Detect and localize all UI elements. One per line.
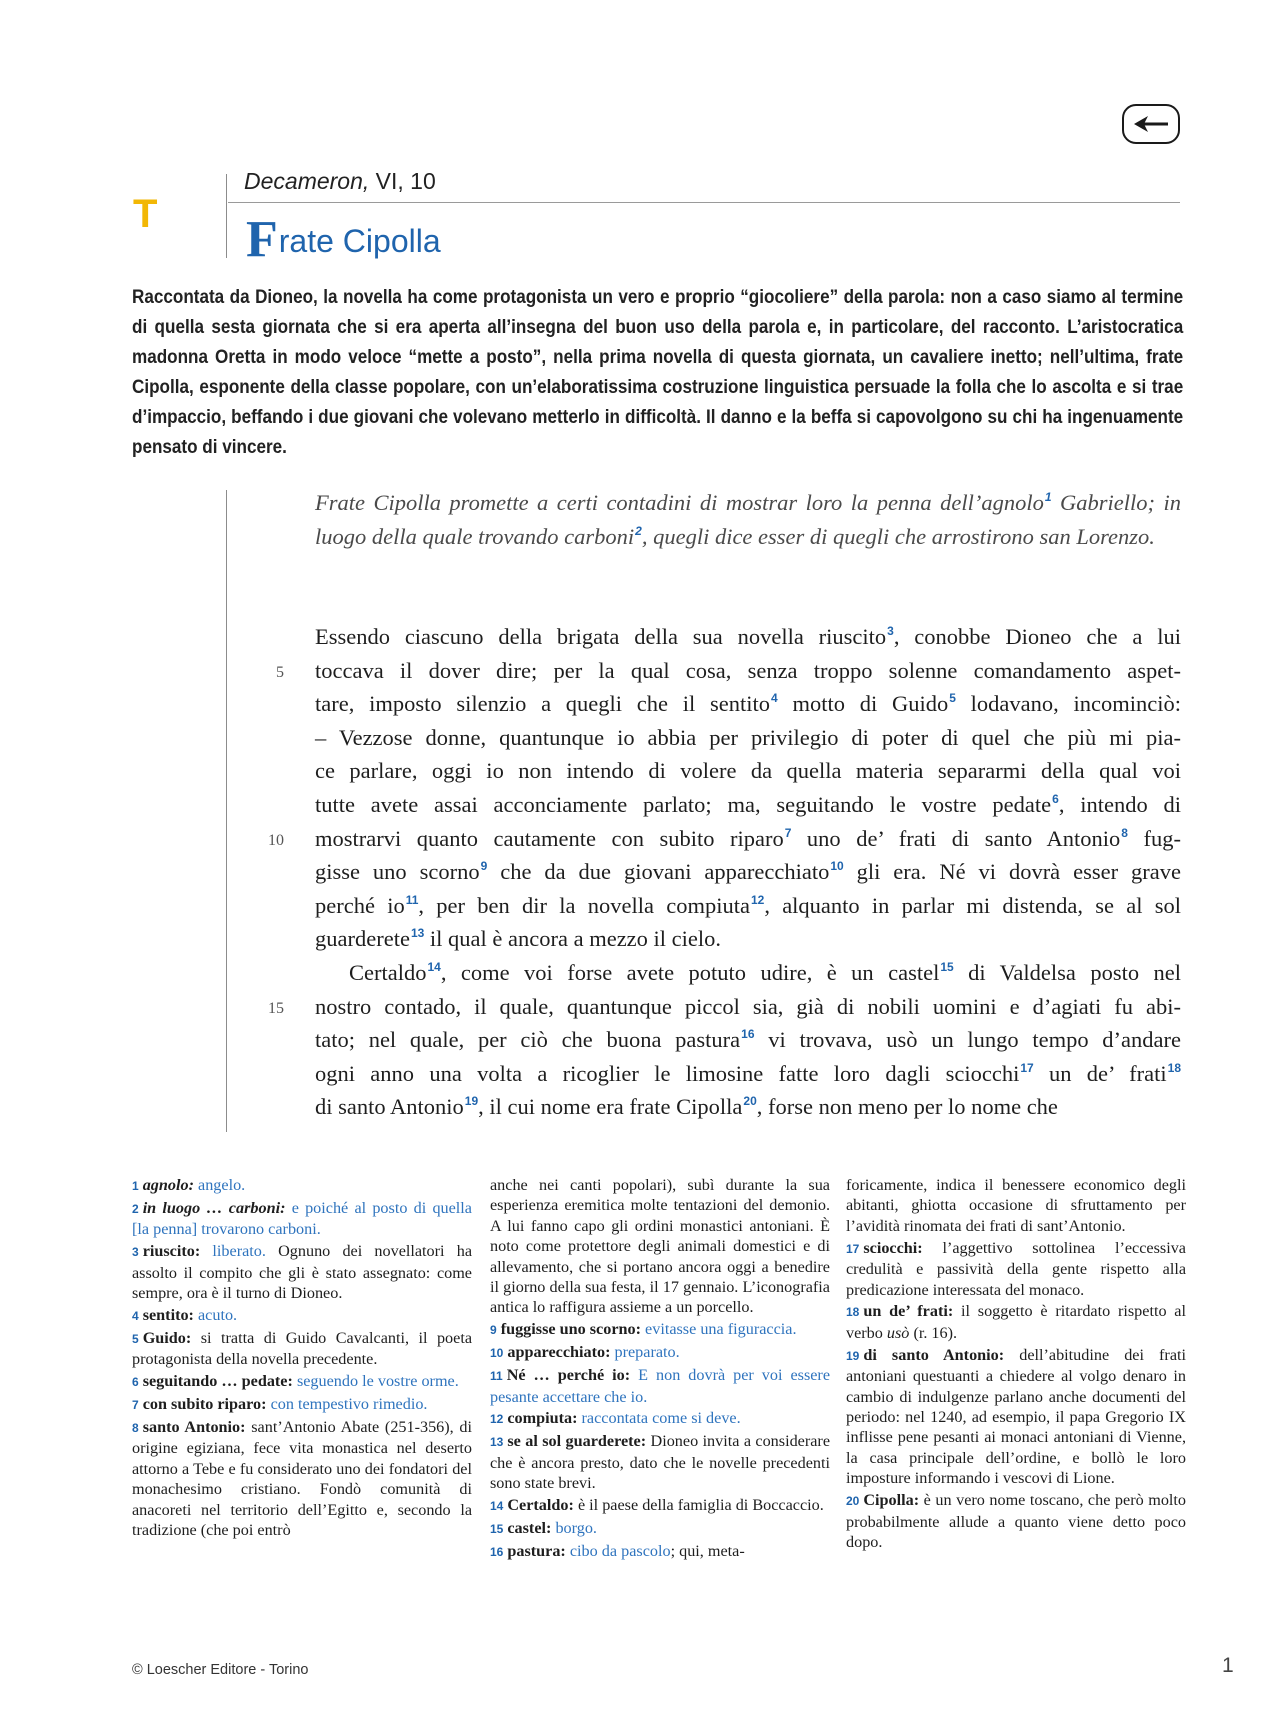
footnote-lemma: santo Antonio:	[142, 1417, 246, 1436]
rubric-part: , quegli dice esser di quegli che arrostirono san Lorenzo.	[641, 524, 1155, 549]
work-title-italic: Decameron,	[244, 168, 370, 194]
footnote	[490, 1408, 830, 1429]
footnote-ref[interactable]: 16	[741, 1027, 755, 1042]
footnote-number: 2	[132, 1201, 139, 1216]
footnote-number: 6	[132, 1375, 139, 1390]
footnote-gloss: angelo.	[198, 1176, 246, 1194]
notes-column-2	[490, 1175, 830, 1564]
text-line	[315, 990, 1181, 1024]
title-dropcap: F	[246, 211, 278, 268]
back-button[interactable]	[1122, 104, 1180, 144]
text-line	[315, 721, 1181, 755]
footnote	[490, 1541, 830, 1562]
text-segment: tutte avete assai acconciamente parlato; ma, seguitando le vostre pedate	[315, 791, 1052, 817]
text-segment: di Valdelsa posto nel	[953, 959, 1181, 985]
text-segment: guarderete	[315, 926, 410, 952]
footnote	[846, 1490, 1186, 1552]
footnote-text: si tratta di Guido Cavalcanti, il poeta protagonista della novella precedente.	[132, 1328, 472, 1369]
footnote-text: dell’abitudine dei frati antoniani questuanti a chiedere al volgo denaro in cambio di indulgenze parlano anche documenti del periodo: nel 1240, ad esempio, il papa Gregorio IX inflisse pene pesanti ai monaci antoniani di Vienne, la casa principale dell’ordine, e bollò le loro imposture informando i vescovi di Lione.	[846, 1345, 1186, 1488]
footnote-number: 17	[846, 1241, 860, 1256]
text-segment: di santo Antonio	[315, 1094, 464, 1120]
footnote-number: 18	[846, 1305, 860, 1320]
arrow-left-icon	[1132, 114, 1170, 134]
footnote-text: anche nei canti popolari), subì durante la sua esperienza eremitica molte tentazioni del demonio. A lui fanno capo gli ordini monastici antoniani. È noto come protettore degli animali domestici e di allevamento, che si portano ancora oggi a benedire il giorno della sua festa, il 17 gennaio. L’iconografia antica lo raffigura assieme a un porcello.	[490, 1176, 830, 1317]
footnote-text: è il paese della famiglia di Boccaccio.	[573, 1496, 824, 1515]
footnote-text: è un vero nome toscano, che però molto probabilmente allude a quanto viene detto poco dopo.	[846, 1491, 1186, 1551]
footnote	[132, 1175, 472, 1196]
footnote-lemma: fuggisse uno scorno:	[500, 1320, 641, 1339]
footnote	[490, 1319, 830, 1340]
text-segment: , il cui nome era frate Cipolla	[478, 1094, 743, 1120]
text-line	[315, 1090, 1181, 1124]
footnote-gloss: E non dovrà per voi essere pesante accettare che io.	[490, 1366, 831, 1406]
footnote-lemma: di santo Antonio:	[863, 1345, 1005, 1364]
footnote-lemma: seguitando … pedate:	[142, 1372, 293, 1391]
footnote-ref[interactable]: 13	[410, 926, 425, 941]
footnote-gloss: con tempestivo rimedio.	[270, 1395, 428, 1414]
text-segment: che da due giovani apparecchiato	[487, 859, 830, 885]
footnote-text	[630, 1366, 638, 1384]
footnote-number: 16	[490, 1544, 504, 1559]
rubric-part: Gabriello; in luogo della quale trovando carboni	[315, 490, 1181, 549]
title-rest: rate Cipolla	[278, 223, 441, 259]
footnote-ref[interactable]: 20	[743, 1094, 757, 1109]
footnote-ref[interactable]: 4	[771, 691, 778, 706]
footnote-text: foricamente, indica il benessere economico degli abitanti, ghiotta occasione di sfruttamento per l’avidità rinomata dei frati di sant’Antonio.	[846, 1176, 1186, 1235]
text-segment: Essendo ciascuno della brigata della sua novella riuscito	[315, 624, 887, 649]
footnote-text: Dioneo invita a considerare che è ancora presto, dato che le novelle precedenti sono state brevi.	[490, 1432, 830, 1493]
footnote-ref[interactable]: 18	[1167, 1060, 1181, 1075]
footnote-number: 4	[132, 1308, 139, 1323]
text-line	[315, 620, 1181, 654]
page-number: 1	[1222, 1654, 1234, 1677]
footnote-number: 7	[132, 1398, 139, 1413]
notes-column-1	[132, 1175, 472, 1542]
footnote-ref[interactable]: 2	[635, 524, 642, 538]
footnote-gloss: e poiché al posto di quella [la penna] trovarono carboni.	[132, 1198, 472, 1239]
text-line	[315, 654, 1181, 688]
footnote-text: l’aggettivo sottolinea l’eccessiva credulità e passività della gente rispetto alla predicazione interessata del monaco.	[846, 1238, 1186, 1299]
footnote-number: 11	[490, 1369, 503, 1384]
text-segment: ce parlare, oggi io non intendo di volere da quella materia separarmi della qual voi	[315, 758, 1181, 784]
footnote-gloss: raccontata come si deve.	[581, 1409, 741, 1428]
footnote-ref[interactable]: 9	[480, 859, 488, 874]
footnote-lemma: Né … perché io:	[506, 1366, 631, 1385]
footnote	[132, 1394, 472, 1415]
line-number: 15	[268, 1000, 284, 1017]
footnote	[490, 1365, 830, 1407]
rubric-part: Frate Cipolla promette a certi contadini di mostrar loro la penna dell’agnolo	[315, 490, 1044, 515]
footnote	[132, 1305, 472, 1326]
footnote-ref[interactable]: 3	[887, 624, 894, 638]
footnote-gloss: preparato.	[614, 1343, 680, 1362]
footnote-number: 19	[846, 1348, 860, 1363]
text-segment: , come voi forse avete potuto udire, è un castel	[440, 959, 940, 985]
footnote-number: 12	[490, 1412, 504, 1427]
text-line	[315, 687, 1181, 721]
footnote-lemma: se al sol guarderete:	[507, 1432, 647, 1451]
text-segment: toccava il dover dire; per la qual cosa, senza troppo solenne comandamento aspet-	[315, 657, 1181, 683]
footnote-number: 10	[490, 1346, 504, 1361]
footnote-lemma: Guido:	[142, 1328, 192, 1347]
footnote	[490, 1175, 830, 1318]
footnote-number: 13	[490, 1435, 504, 1450]
footnote-gloss: liberato.	[212, 1242, 266, 1261]
work-title-rest: VI, 10	[369, 168, 436, 194]
footnote	[132, 1328, 472, 1370]
text-segment: tato; nel quale, per ciò che buona pastura	[315, 1027, 741, 1053]
footnote	[846, 1345, 1186, 1489]
footnote-text	[200, 1242, 212, 1260]
footnote-gloss: acuto.	[197, 1305, 238, 1324]
footnote	[132, 1241, 472, 1303]
footnote-ref[interactable]: 17	[1020, 1060, 1034, 1075]
footnote-number: 1	[132, 1179, 139, 1193]
footnote-ref[interactable]: 19	[464, 1094, 479, 1109]
footnote-lemma: riuscito:	[142, 1242, 201, 1261]
section-letter: T	[133, 192, 158, 236]
footnote-number: 14	[490, 1499, 504, 1514]
footnote-text: Ognuno dei novellatori ha assolto il compito che gli è stato assegnato: come sempre, ora è il turno di Dioneo.	[132, 1242, 472, 1303]
footnote-ref[interactable]: 5	[949, 691, 956, 706]
footnote-lemma: castel:	[507, 1519, 552, 1537]
text-segment: mostrarvi quanto cautamente con subito riparo	[315, 825, 784, 851]
footnote	[132, 1198, 472, 1240]
header-divider	[226, 174, 227, 258]
footnote-lemma: compiuta:	[507, 1409, 578, 1428]
footnote-lemma: apparecchiato:	[507, 1343, 611, 1362]
footnote-number: 15	[490, 1522, 504, 1536]
footnote-lemma: in luogo … carboni:	[142, 1198, 286, 1217]
footnote-text: usò	[886, 1323, 910, 1342]
footnote-text: il soggetto è ritardato rispetto al verbo	[846, 1302, 1186, 1342]
footnote-ref[interactable]: 8	[1121, 825, 1128, 840]
notes-column-3	[846, 1175, 1186, 1554]
text-line	[315, 754, 1181, 788]
text-segment: fug-	[1127, 825, 1181, 851]
text-line	[315, 922, 1181, 956]
copyright: © Loescher Editore - Torino	[132, 1662, 309, 1678]
footnote-lemma: pastura:	[507, 1541, 566, 1560]
text-segment: il qual è ancora a mezzo il cielo.	[424, 926, 722, 952]
footnote	[846, 1301, 1186, 1343]
footnote-lemma: sentito:	[142, 1305, 194, 1324]
text-segment: gisse uno scorno	[315, 859, 480, 885]
text-divider	[226, 490, 227, 1132]
footnote-lemma: un de’ frati:	[863, 1302, 954, 1321]
text-line	[315, 855, 1181, 889]
text-line	[315, 788, 1181, 822]
intro-paragraph: Raccontata da Dioneo, la novella ha come protagonista un vero e proprio “giocoliere” della parola: non a caso siamo al termine di quella sesta giornata che si era aperta all’insegna del buon uso della parola e, in particolare, del racconto. L’aristocratica madonna Oretta in modo veloce “mette a posto”, nella prima novella di questa giornata, un cavaliere inetto; nell’ultima, frate Cipolla, esponente della classe popolare, con un’elaboratissima costruzione linguistica persuade la folla che lo ascolta e si trae d’impaccio, beffando i due giovani che volevano metterlo in difficoltà. Il danno e la beffa si capovolgono su chi ha ingenuamente pensato di vincere.	[132, 287, 1184, 458]
text-segment: gli era. Né vi dovrà esser grave	[843, 859, 1181, 885]
footnote-lemma: sciocchi:	[863, 1238, 923, 1257]
footnote-ref[interactable]: 10	[830, 859, 844, 874]
text-line	[315, 889, 1181, 923]
work-title	[244, 168, 436, 195]
footnote-ref[interactable]: 12	[750, 892, 765, 907]
text-segment: , intendo di	[1058, 791, 1181, 817]
text-line	[315, 1023, 1181, 1057]
footnote-text: sant’Antonio Abate (251-356), di origine egiziana, fece vita monastica nel deserto attorno a Tebe e fu considerato uno dei fondatori del monachesimo cristiano. Fondò comunità di anacoreti nel territorio dell’Egitto e, secondo la tradizione (che poi entrò	[132, 1417, 473, 1539]
text-segment: motto di Guido	[777, 691, 949, 717]
footnote	[132, 1417, 472, 1540]
line-number: 10	[268, 832, 284, 849]
footnote-ref[interactable]: 6	[1052, 791, 1059, 806]
footnote-gloss: cibo da pascolo	[569, 1541, 671, 1560]
footnote-number: 9	[490, 1323, 497, 1338]
novella-title	[246, 211, 441, 268]
footnote-ref[interactable]: 7	[784, 825, 792, 840]
text-segment: ogni anno una volta a ricoglier le limosine fatte loro dagli sciocchi	[315, 1060, 1020, 1086]
footnote-ref[interactable]: 15	[940, 959, 954, 974]
text-line	[315, 956, 1181, 990]
footnote-ref[interactable]: 14	[427, 959, 441, 974]
rubric	[315, 486, 1181, 554]
footnote	[490, 1342, 830, 1363]
text-segment: , per ben dir la novella compiuta	[418, 892, 750, 918]
footnote-text: ; qui, meta-	[670, 1541, 745, 1560]
title-rule	[228, 202, 1180, 203]
line-number: 5	[276, 664, 284, 681]
text-segment: , conobbe Dioneo che a lui	[893, 624, 1181, 649]
text-segment: vi trovava, usò un lungo tempo d’andare	[754, 1027, 1181, 1053]
footnote-gloss: seguendo le vostre orme.	[296, 1372, 459, 1391]
footnote	[132, 1371, 472, 1392]
text-segment: un de’ frati	[1033, 1060, 1167, 1086]
footnote-number: 20	[846, 1494, 860, 1509]
footnote	[846, 1238, 1186, 1300]
footnote-number: 5	[132, 1331, 139, 1346]
text-line	[315, 822, 1181, 856]
footnote-ref[interactable]: 11	[405, 892, 419, 907]
text-segment: – Vezzose donne, quantunque io abbia per privilegio di poter di quel che più mi pia-	[315, 724, 1181, 750]
footnote-gloss: borgo.	[555, 1519, 597, 1537]
text-segment: uno de’ frati di santo Antonio	[791, 825, 1121, 851]
text-segment: nostro contado, il quale, quantunque piccol sia, già di nobili uomini e d’agiati fu abi-	[315, 993, 1181, 1019]
footnote	[846, 1175, 1186, 1236]
footnote-lemma: Certaldo:	[507, 1496, 574, 1515]
text-segment: Certaldo	[349, 959, 427, 985]
footnote-ref[interactable]: 1	[1044, 490, 1052, 504]
footnote-number: 3	[132, 1245, 139, 1260]
text-segment: , alquanto in parlar mi distenda, se al sol	[764, 892, 1181, 918]
footnote-number: 8	[132, 1420, 139, 1435]
footnote-lemma: Cipolla:	[863, 1491, 920, 1510]
footnote-lemma: con subito riparo:	[142, 1395, 267, 1414]
footnote	[490, 1495, 830, 1516]
text-segment: lodavano, incominciò:	[955, 691, 1181, 717]
text-line	[315, 1057, 1181, 1091]
novella-text	[315, 620, 1181, 1124]
footnote-lemma: agnolo:	[142, 1176, 194, 1194]
footnote-text: (r. 16).	[909, 1323, 958, 1342]
text-segment: tare, imposto silenzio a quegli che il sentito	[315, 691, 771, 717]
text-segment: perché io	[315, 892, 405, 918]
text-segment: , forse non meno per lo nome che	[756, 1094, 1058, 1120]
footnote	[490, 1431, 830, 1493]
footnote	[490, 1518, 830, 1539]
footnote-gloss: evitasse una figuraccia.	[645, 1320, 797, 1339]
